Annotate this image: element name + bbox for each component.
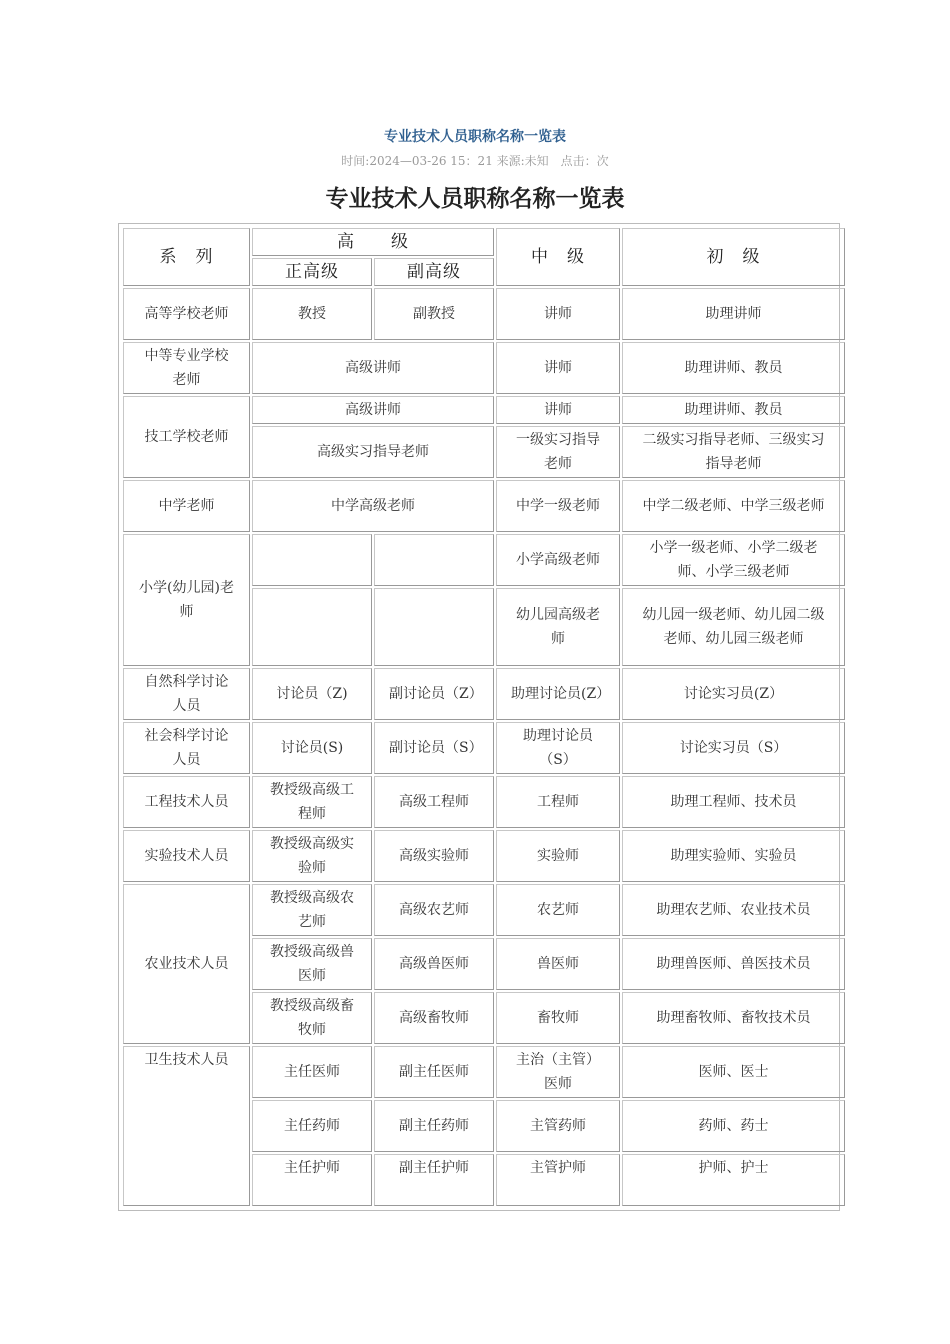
cell: 主任药师 (252, 1100, 372, 1152)
title-table (121, 226, 847, 1208)
cell: 护师、护士 (622, 1154, 845, 1206)
table-row (123, 884, 845, 936)
series-cell: 中学老师 (123, 480, 250, 532)
cell: 高级工程师 (374, 776, 494, 828)
series-cell: 中等专业学校老师 (123, 342, 250, 394)
cell: 畜牧师 (496, 992, 620, 1044)
cell: 教授 (252, 288, 372, 340)
cell: 副主任医师 (374, 1046, 494, 1098)
cell: 副讨论员（S） (374, 722, 494, 774)
cell (374, 588, 494, 666)
header-intermediate: 中 级 (496, 228, 620, 286)
series-cell: 实验技术人员 (123, 830, 250, 882)
page-title: 专业技术人员职称名称一览表 (325, 186, 625, 212)
cell: 高级讲师 (252, 396, 494, 424)
cell: 教授级高级农艺师 (252, 884, 372, 936)
cell (252, 588, 372, 666)
cell: 讲师 (496, 288, 620, 340)
cell: 高级农艺师 (374, 884, 494, 936)
cell: 兽医师 (496, 938, 620, 990)
cell: 助理讲师 (622, 288, 845, 340)
table-row (123, 668, 845, 720)
header-junior: 初 级 (622, 228, 845, 286)
cell: 讲师 (496, 342, 620, 394)
cell: 教授级高级工程师 (252, 776, 372, 828)
cell: 讨论实习员(Z） (622, 668, 845, 720)
cell: 主任医师 (252, 1046, 372, 1098)
series-cell: 高等学校老师 (123, 288, 250, 340)
cell: 讨论实习员（S） (622, 722, 845, 774)
cell: 高级兽医师 (374, 938, 494, 990)
cell: 讨论员（Z) (252, 668, 372, 720)
cell: 高级讲师 (252, 342, 494, 394)
header-row (123, 228, 845, 256)
series-cell: 自然科学讨论人员 (123, 668, 250, 720)
series-cell: 工程技术人员 (123, 776, 250, 828)
table-row (123, 534, 845, 586)
cell: 幼儿园高级老师 (496, 588, 620, 666)
cell: 副主任药师 (374, 1100, 494, 1152)
cell: 中学高级老师 (252, 480, 494, 532)
cell: 高级畜牧师 (374, 992, 494, 1044)
cell: 幼儿园一级老师、幼儿园二级老师、幼儿园三级老师 (622, 588, 845, 666)
cell: 一级实习指导老师 (496, 426, 620, 478)
series-cell: 小学(幼儿园)老师 (123, 534, 250, 666)
cell: 小学一级老师、小学二级老师、小学三级老师 (622, 534, 845, 586)
table-row (123, 480, 845, 532)
article-meta: 时间:2024—03-26 15：21 来源:未知 点击：次 (341, 154, 609, 168)
cell: 副讨论员（Z） (374, 668, 494, 720)
cell: 助理讲师、教员 (622, 396, 845, 424)
cell: 助理讨论员(Z） (496, 668, 620, 720)
cell: 助理讨论员（S） (496, 722, 620, 774)
header-series: 系 列 (123, 228, 250, 286)
series-cell: 农业技术人员 (123, 884, 250, 1044)
cell: 药师、药士 (622, 1100, 845, 1152)
cell: 二级实习指导老师、三级实习指导老师 (622, 426, 845, 478)
cell: 教授级高级实验师 (252, 830, 372, 882)
series-cell: 技工学校老师 (123, 396, 250, 478)
cell (252, 534, 372, 586)
header-deputy-senior: 副高级 (374, 258, 494, 286)
cell: 教授级高级畜牧师 (252, 992, 372, 1044)
cell: 助理工程师、技术员 (622, 776, 845, 828)
cell: 主任护师 (252, 1154, 372, 1206)
table-row (123, 1046, 845, 1098)
cell: 高级实验师 (374, 830, 494, 882)
article-subtitle: 专业技术人员职称名称一览表 (384, 129, 566, 145)
cell: 小学高级老师 (496, 534, 620, 586)
cell: 医师、医士 (622, 1046, 845, 1098)
table-row (123, 288, 845, 340)
cell: 助理农艺师、农业技术员 (622, 884, 845, 936)
series-cell: 社会科学讨论人员 (123, 722, 250, 774)
cell: 工程师 (496, 776, 620, 828)
cell: 助理兽医师、兽医技术员 (622, 938, 845, 990)
cell: 助理讲师、教员 (622, 342, 845, 394)
table-row (123, 342, 845, 394)
cell: 主管护师 (496, 1154, 620, 1206)
cell: 教授级高级兽医师 (252, 938, 372, 990)
cell: 副主任护师 (374, 1154, 494, 1206)
cell: 助理实验师、实验员 (622, 830, 845, 882)
cell: 讨论员(S) (252, 722, 372, 774)
cell: 主管药师 (496, 1100, 620, 1152)
header-senior: 高 级 (252, 228, 494, 256)
cell (374, 534, 494, 586)
table-row (123, 776, 845, 828)
cell: 农艺师 (496, 884, 620, 936)
series-cell: 卫生技术人员 (123, 1046, 250, 1206)
cell: 实验师 (496, 830, 620, 882)
cell: 高级实习指导老师 (252, 426, 494, 478)
title-table-wrapper (118, 223, 840, 1211)
table-row (123, 722, 845, 774)
table-row (123, 396, 845, 424)
table-row (123, 830, 845, 882)
cell: 主治（主管）医师 (496, 1046, 620, 1098)
header-full-senior: 正高级 (252, 258, 372, 286)
cell: 讲师 (496, 396, 620, 424)
cell: 中学二级老师、中学三级老师 (622, 480, 845, 532)
cell: 中学一级老师 (496, 480, 620, 532)
cell: 助理畜牧师、畜牧技术员 (622, 992, 845, 1044)
cell: 副教授 (374, 288, 494, 340)
